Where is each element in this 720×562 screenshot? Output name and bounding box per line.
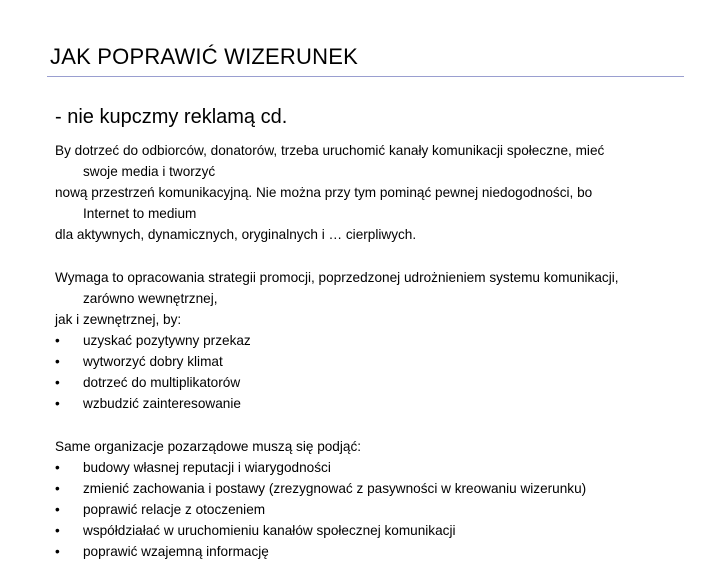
list-item bbox=[55, 520, 705, 541]
bullet-icon: • bbox=[55, 481, 60, 496]
intro-line: By dotrzeć do odbiorców, donatorów, trzeba uruchomić kanały komunikacji społeczne, mieć bbox=[55, 143, 605, 158]
strategy-line: zarówno wewnętrznej, bbox=[83, 291, 218, 306]
slide-title: JAK POPRAWIĆ WIZERUNEK bbox=[50, 44, 358, 69]
paragraph-gap bbox=[55, 414, 705, 436]
intro-line: Internet to medium bbox=[83, 206, 197, 221]
list-item bbox=[55, 330, 705, 351]
bullet-icon: • bbox=[55, 354, 60, 369]
list-item-text: wzbudzić zainteresowanie bbox=[83, 396, 241, 411]
org-intro-line: Same organizacje pozarządowe muszą się podjąć: bbox=[55, 439, 362, 454]
intro-line: swoje media i tworzyć bbox=[83, 164, 216, 179]
slide-body bbox=[55, 140, 705, 562]
intro-line: nową przestrzeń komunikacyjną. Nie można przy tym pominąć pewnej niedogodności, bo bbox=[55, 185, 593, 200]
bullet-icon: • bbox=[55, 460, 60, 475]
title-divider bbox=[47, 76, 684, 77]
list-item bbox=[55, 351, 705, 372]
list-item-text: wytworzyć dobry klimat bbox=[83, 354, 223, 369]
intro-line: dla aktywnych, dynamicznych, oryginalnych i … cierpliwych. bbox=[55, 227, 417, 242]
strategy-line: Wymaga to opracowania strategii promocji, poprzedzonej udrożnieniem systemu komunikacji, bbox=[55, 270, 619, 285]
slide-subtitle: - nie kupczmy reklamą cd. bbox=[55, 106, 288, 128]
list-item bbox=[55, 541, 705, 562]
bullet-icon: • bbox=[55, 523, 60, 538]
bullet-icon: • bbox=[55, 333, 60, 348]
list-item-text: uzyskać pozytywny przekaz bbox=[83, 333, 251, 348]
strategy-line: jak i zewnętrznej, by: bbox=[55, 312, 182, 327]
list-item bbox=[55, 499, 705, 520]
list-item bbox=[55, 457, 705, 478]
list-item-text: poprawić relacje z otoczeniem bbox=[83, 502, 266, 517]
paragraph-gap bbox=[55, 245, 705, 267]
list-item-text: budowy własnej reputacji i wiarygodności bbox=[83, 460, 331, 475]
bullet-icon: • bbox=[55, 544, 60, 559]
list-item-text: zmienić zachowania i postawy (zrezygnować z pasywności w kreowaniu wizerunku) bbox=[83, 481, 587, 496]
bullet-icon: • bbox=[55, 502, 60, 517]
list-item-text: poprawić wzajemną informację bbox=[83, 544, 269, 559]
list-item-text: współdziałać w uruchomieniu kanałów społecznej komunikacji bbox=[83, 523, 456, 538]
list-item bbox=[55, 372, 705, 393]
list-item-text: dotrzeć do multiplikatorów bbox=[83, 375, 241, 390]
bullet-icon: • bbox=[55, 396, 60, 411]
list-item bbox=[55, 393, 705, 414]
list-item bbox=[55, 478, 705, 499]
bullet-icon: • bbox=[55, 375, 60, 390]
